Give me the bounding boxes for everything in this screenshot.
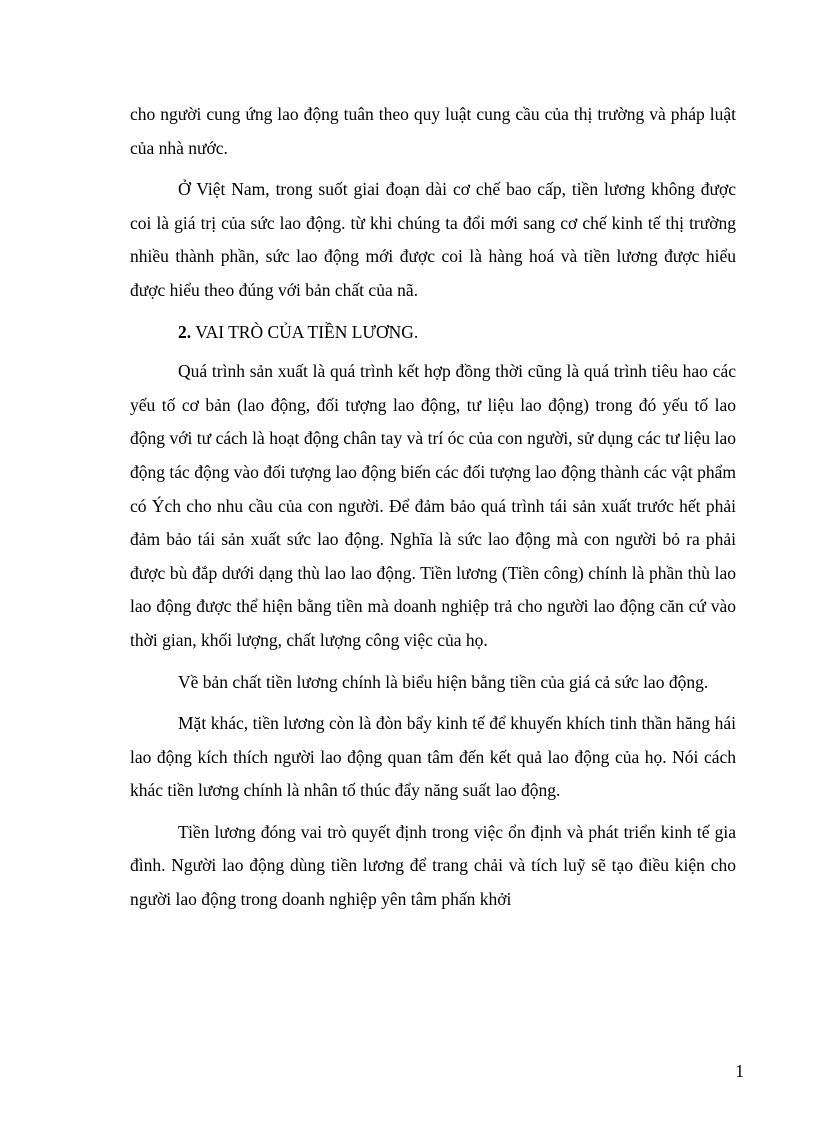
paragraph-economic-lever: Mặt khác, tiền lương còn là đòn bẩy kinh tế để khuyến khích tinh thần hăng hái lao động kích thích người lao động quan tâm đến kết quả lao động của họ. Nói cách khác tiền lương chính là nhân tố thúc đẩy năng suất lao động.: [130, 713, 736, 801]
paragraph-household-economy: Tiền lương đóng vai trò quyết định trong việc ổn định và phát triển kinh tế gia đình. Người lao động dùng tiền lương để trang chải và tích luỹ sẽ tạo điều kiện cho người lao động trong doanh nghiệp yên tâm phấn khởi: [130, 821, 736, 910]
paragraph-vietnam-context: Ở Việt Nam, trong suốt giai đoạn dài cơ chế bao cấp, tiền lương không được coi là giá trị của sức lao động. từ khi chúng ta đổi mới sang cơ chế kinh tế thị trường nhiều thành phần, sức lao động mới được coi là hàng hoá và tiền lương được hiểu được hiểu theo đúng với bản chất của nã.: [130, 179, 736, 300]
paragraph-wage-essence: Về bản chất tiền lương chính là biểu hiện bằng tiền của giá cả sức lao động.: [178, 671, 709, 692]
document-page: [130, 98, 736, 925]
paragraph-production-process: Quá trình sản xuất là quá trình kết hợp đồng thời cũng là quá trình tiêu hao các yếu tố cơ bản (lao động, đối tượng lao động, tư liệu lao động) trong đó yếu tố lao động với tư cách là hoạt động chân tay và trí óc của con người, sử dụng các tư liệu lao động tác động vào đối tượng lao động biến các đối tượng lao động thành các vật phẩm có Ých cho nhu cầu của con người. Để đảm bảo quá trình tái sản xuất trước hết phải đảm bảo tái sản xuất sức lao động. Nghĩa là sức lao động mà con người bỏ ra phải được bù đắp dưới dạng thù lao lao động. Tiền lương (Tiền công) chính là phần thù lao lao động được thể hiện bằng tiền mà doanh nghiệp trả cho người lao động căn cứ vào thời gian, khối lượng, chất lượng công việc của họ.: [130, 361, 736, 650]
section-heading: [130, 316, 736, 350]
section-title: VAI TRÒ CỦA TIỀN LƯƠNG.: [195, 321, 419, 342]
page-number: 1: [735, 1061, 744, 1081]
section-number: 2.: [178, 321, 192, 342]
paragraph-intro-continuation: cho người cung ứng lao động tuân theo quy luật cung cầu của thị trường và pháp luật của nhà nước.: [130, 104, 736, 158]
